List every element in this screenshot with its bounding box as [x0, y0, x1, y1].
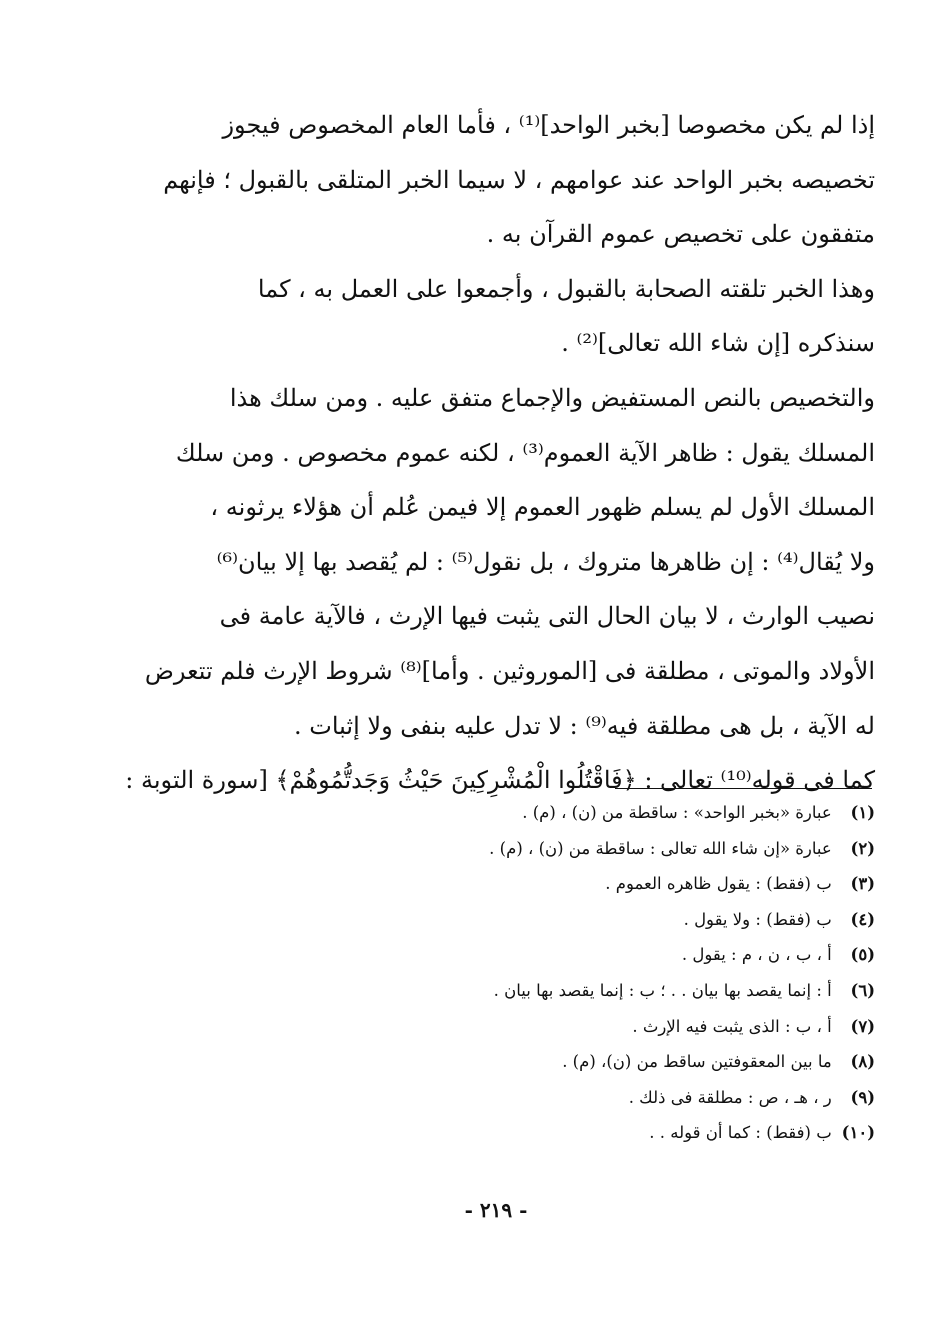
footnote-number: (٣): [850, 874, 875, 894]
footnote-9: [380, 1080, 875, 1116]
text-line-1: إذا لم يكن مخصوصا [بخبر الواحد]⁽¹⁾ ، فأما العام المخصوص فيجوز: [222, 111, 875, 139]
text-line-6: والتخصيص بالنص المستفيض والإجماع متفق عليه . ومن سلك هذا: [229, 383, 875, 412]
footnote-number: (١٠): [841, 1123, 875, 1143]
footnote-10: [380, 1115, 875, 1151]
footnote-number: (٦): [850, 980, 875, 1000]
text-line-4: وهذا الخبر تلقته الصحابة بالقبول ، وأجمعوا على العمل به ، كما: [257, 274, 875, 303]
footnotes-list: [380, 795, 875, 1151]
text-line-11: الأولاد والموتى ، مطلقة فى [الموروثين . وأما]⁽⁸⁾ شروط الإرث فلم تتعرض: [144, 656, 875, 685]
footnote-number: (٨): [850, 1052, 875, 1072]
footnote-text: أ : إنما يقصد بها بيان . . ؛ ب : إنما يقصد بها بيان .: [493, 980, 832, 1000]
text-line-13: كما فى قوله⁽¹⁰⁾ تعالى : ﴿فَاقْتُلُوا الْمُشْرِكِينَ حَيْثُ وَجَدتُّمُوهُمْ﴾ [سورة التوبة :: [125, 766, 875, 795]
footnote-text: عبارة «إن شاء الله تعالى : ساقطة من (ن) ، (م) .: [489, 838, 832, 858]
footnote-number: (٢): [850, 838, 875, 858]
footnote-number: (١): [850, 803, 875, 822]
footnote-text: أ ، ب ، ن ، م : يقول .: [681, 945, 832, 965]
footnote-text: ب (فقط) : يقول ظاهره العموم .: [605, 874, 832, 894]
footnote-1: [380, 795, 875, 831]
text-line-3: متفقون على تخصيص عموم القرآن به .: [486, 220, 875, 249]
footnote-3: [380, 866, 875, 902]
text-line-7: المسلك يقول : ظاهر الآية العموم⁽³⁾ ، لكنه عموم مخصوص . ومن سلك: [175, 438, 875, 467]
footnote-text: ب (فقط) : كما أن قوله . .: [649, 1123, 832, 1143]
footnote-6: [380, 973, 875, 1009]
footnote-4: [380, 902, 875, 938]
text-line-9: ولا يُقال⁽⁴⁾ : إن ظاهرها متروك ، بل نقول⁽⁵⁾ : لم يُقصد بها إلا بيان⁽⁶⁾: [216, 547, 875, 576]
footnote-number: (٤): [850, 909, 875, 929]
footnote-text: ر ، هـ ، ص : مطلقة فى ذلك .: [628, 1087, 832, 1107]
footnote-text: عبارة «بخبر الواحد» : ساقطة من (ن) ، (م) .: [522, 803, 832, 822]
footnote-text: ما بين المعقوفتين ساقط من (ن)، (م) .: [562, 1052, 832, 1072]
footnote-7: [380, 1009, 875, 1045]
main-text-block: [125, 98, 875, 808]
text-line-8: المسلك الأول لم يسلم ظهور العموم إلا فيمن عُلم أن هؤلاء يرثونه ،: [210, 493, 875, 522]
footnote-text: أ ، ب : الذى يثبت فيه الإرث .: [632, 1016, 832, 1036]
footnote-divider: [615, 788, 872, 789]
text-line-10: نصيب الوارث ، لا بيان الحال التى يثبت فيها الإرث ، فالآية عامة فى: [219, 602, 875, 631]
footnote-5: [380, 937, 875, 973]
footnote-8: [380, 1044, 875, 1080]
footnote-text: ب (فقط) : ولا يقول .: [683, 909, 832, 929]
text-line-12: له الآية ، بل هى مطلقة فيه⁽⁹⁾ : لا تدل عليه بنفى ولا إثبات .: [294, 711, 875, 740]
text-line-5: سنذكره [إن شاء الله تعالى]⁽²⁾ .: [561, 329, 875, 358]
footnote-2: [380, 831, 875, 867]
footnote-number: (٧): [850, 1016, 875, 1036]
text-line-2: تخصيصه بخبر الواحد عند عوامهم ، لا سيما الخبر المتلقى بالقبول ؛ فإنهم: [163, 165, 875, 194]
footnote-number: (٩): [850, 1087, 875, 1107]
page-number: - ٢١٩ -: [464, 1198, 528, 1222]
footnote-number: (٥): [850, 945, 875, 965]
